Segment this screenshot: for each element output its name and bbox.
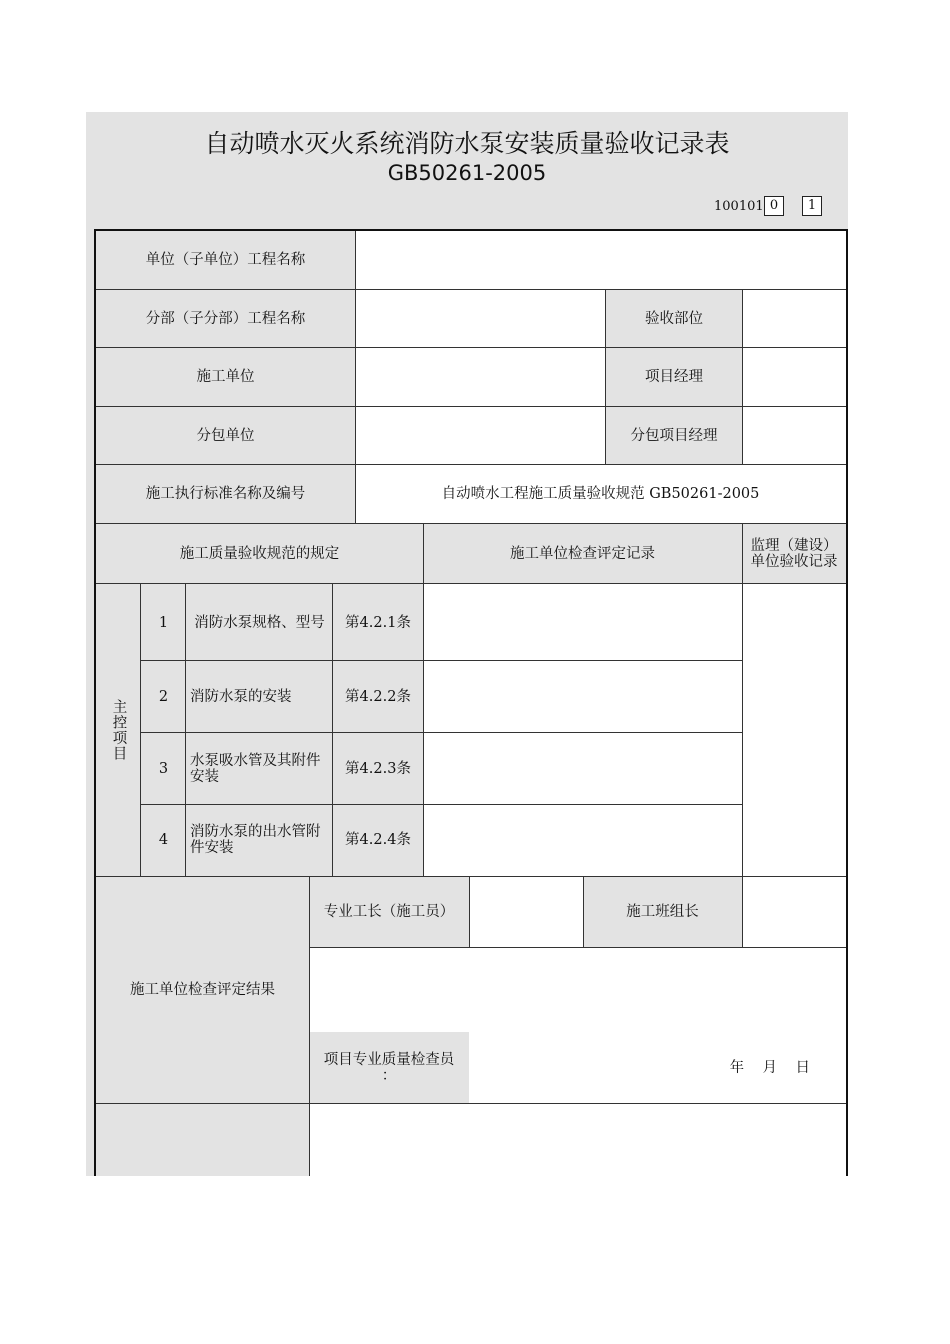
project-manager-field[interactable] xyxy=(742,348,846,406)
supervisor-record-line2: 单位验收记录 xyxy=(750,553,838,570)
grid-line xyxy=(742,523,743,948)
sub-project-manager-label: 分包项目经理 xyxy=(606,406,742,465)
grid-line xyxy=(141,660,742,661)
contractor-label: 施工单位 xyxy=(96,348,355,406)
grid-line xyxy=(95,347,846,348)
grid-line xyxy=(309,876,310,1176)
supervisor-conclusion-label xyxy=(96,1103,309,1176)
grid-line xyxy=(141,804,742,805)
item-number: 2 xyxy=(141,661,186,733)
grid-line xyxy=(309,947,846,948)
doc-number: 100101 xyxy=(714,199,764,214)
unit-project-field[interactable] xyxy=(355,231,846,289)
contractor-record-header: 施工单位检查评定记录 xyxy=(423,523,742,584)
grid-line xyxy=(95,523,846,524)
result-label: 施工单位检查评定结果 xyxy=(96,876,309,1103)
item-number: 1 xyxy=(141,584,186,661)
standard-value: 自动喷水工程施工质量验收规范 GB50261-2005 xyxy=(355,465,846,523)
item-name: 水泵吸水管及其附件安装 xyxy=(186,733,333,804)
frame-left xyxy=(94,229,96,1176)
item-contractor-record[interactable] xyxy=(423,804,742,876)
inspector-label-line2: ： xyxy=(381,1067,397,1084)
item-clause: 第4.2.4条 xyxy=(333,804,423,876)
subcontractor-label: 分包单位 xyxy=(96,406,355,465)
grid-line xyxy=(141,732,742,733)
acceptance-part-label: 验收部位 xyxy=(606,289,742,348)
grid-line xyxy=(605,289,606,465)
grid-line xyxy=(355,231,356,523)
item-name: 消防水泵的出水管附件安装 xyxy=(186,804,333,876)
standard-label: 施工执行标准名称及编号 xyxy=(96,465,355,523)
item-number: 4 xyxy=(141,804,186,876)
item-clause: 第4.2.2条 xyxy=(333,661,423,733)
grid-line xyxy=(95,406,846,407)
sub-project-field[interactable] xyxy=(355,289,606,348)
grid-line xyxy=(95,1103,846,1104)
grid-line xyxy=(423,523,424,876)
grid-line xyxy=(332,583,333,876)
item-number: 3 xyxy=(141,733,186,804)
main-items-group-label xyxy=(96,584,141,876)
main-items-group-text: 主控项目 xyxy=(110,699,127,761)
project-manager-label: 项目经理 xyxy=(606,348,742,406)
item-clause: 第4.2.1条 xyxy=(333,584,423,661)
inspector-label-line1: 项目专业质量检查员 xyxy=(323,1051,455,1068)
spec-column-header: 施工质量验收规范的规定 xyxy=(96,523,423,584)
supervisor-record-line1: 监理（建设） xyxy=(750,537,838,554)
foreman-label: 专业工长（施工员） xyxy=(309,876,469,948)
grid-line xyxy=(185,583,186,876)
contractor-field[interactable] xyxy=(355,348,606,406)
result-comment-field[interactable] xyxy=(309,948,846,1032)
page-title: 自动喷水灭火系统消防水泵安装质量验收记录表 xyxy=(204,129,730,158)
item-name: 消防水泵规格、型号 xyxy=(186,584,333,661)
grid-line xyxy=(742,289,743,465)
team-leader-label: 施工班组长 xyxy=(583,876,742,948)
item-contractor-record[interactable] xyxy=(423,661,742,733)
item-contractor-record[interactable] xyxy=(423,584,742,661)
inspector-label xyxy=(309,1032,469,1103)
frame-right xyxy=(846,229,848,1176)
grid-line xyxy=(583,876,584,948)
unit-project-label: 单位（子单位）工程名称 xyxy=(96,231,355,289)
grid-line xyxy=(469,876,470,948)
supervisor-record-field[interactable] xyxy=(742,584,846,876)
grid-line xyxy=(95,464,846,465)
frame-top xyxy=(94,229,848,231)
subcontractor-field[interactable] xyxy=(355,406,606,465)
foreman-field[interactable] xyxy=(469,876,583,948)
item-clause: 第4.2.3条 xyxy=(333,733,423,804)
sub-project-manager-field[interactable] xyxy=(742,406,846,465)
doc-number-box-2[interactable]: 1 xyxy=(802,196,822,216)
grid-line xyxy=(95,876,846,877)
item-name: 消防水泵的安装 xyxy=(186,661,333,733)
grid-line xyxy=(95,289,846,290)
team-leader-field[interactable] xyxy=(742,876,846,948)
supervisor-conclusion-field[interactable] xyxy=(309,1103,846,1176)
item-contractor-record[interactable] xyxy=(423,733,742,804)
standard-code: GB50261-2005 xyxy=(387,161,547,185)
doc-number-box-1[interactable]: 0 xyxy=(764,196,784,216)
sub-project-label: 分部（子分部）工程名称 xyxy=(96,289,355,348)
inspector-date[interactable]: 年 月 日 xyxy=(469,1032,846,1103)
supervisor-record-header xyxy=(742,523,846,584)
grid-line xyxy=(140,583,141,876)
grid-line xyxy=(95,583,846,584)
acceptance-part-field[interactable] xyxy=(742,289,846,348)
